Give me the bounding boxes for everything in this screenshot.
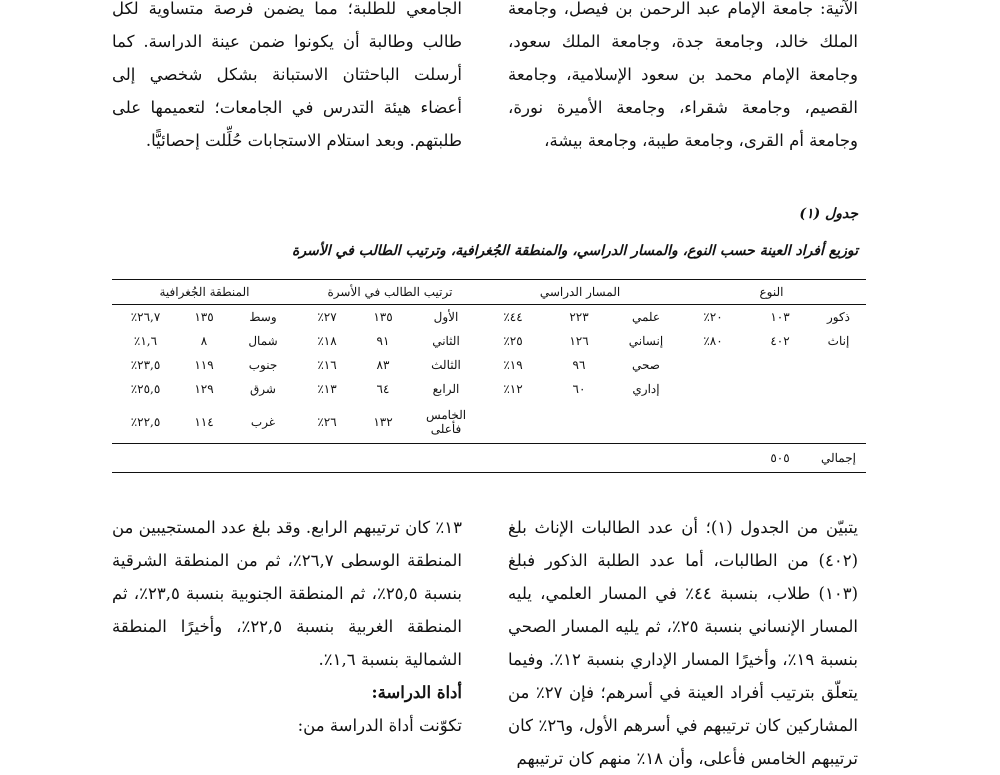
table-cell: ٢٠٪ — [703, 310, 723, 324]
table-cell: ٤٤٪ — [503, 310, 523, 324]
table-row — [112, 329, 866, 353]
table-cell: صحي — [632, 358, 660, 372]
table-row — [112, 401, 866, 444]
table-cell: الخامس فأعلى — [425, 408, 467, 436]
table-cell — [811, 377, 866, 401]
sample-distribution-table — [112, 279, 866, 473]
table-cell — [811, 401, 866, 444]
body-text-top-left — [112, 0, 462, 157]
table-cell: ١٣٪ — [317, 382, 337, 396]
body-text-bottom-left — [112, 511, 462, 742]
table-cell: إناث — [827, 334, 850, 348]
table-cell — [811, 353, 866, 377]
table-cell: إنساني — [628, 334, 664, 348]
table-row — [112, 353, 866, 377]
table-cell: ١٢٩ — [194, 382, 214, 396]
table-cell: ذكور — [826, 310, 851, 324]
table-cell: ١٢٦ — [569, 334, 589, 348]
table-cell: ١٣٢ — [373, 415, 393, 429]
table-row — [112, 305, 866, 330]
paragraph: تكوّنت أداة الدراسة من: — [297, 716, 462, 735]
header-birth-order: ترتيب الطالب في الأسرة — [297, 280, 483, 305]
table-cell — [543, 401, 615, 444]
table-cell: ٦٠ — [572, 382, 586, 396]
table-cell — [615, 401, 677, 444]
table-cell: ٦٤ — [376, 382, 390, 396]
table-cell: ٩١ — [376, 334, 390, 348]
table-cell — [112, 444, 749, 473]
paragraph: الآتية: جامعة الإمام عبد الرحمن بن فيصل، وجامعة الملك خالد، وجامعة جدة، وجامعة الملك سعود، وجامعة الإمام محمد بن سعود الإسلامية، وجامعة القصيم، وجامعة شقراء، وجامعة الأميرة نورة، وجامعة أم القرى، وجامعة طيبة، وجامعة بيشة، — [508, 0, 858, 150]
table-cell: إداري — [632, 382, 660, 396]
table-number: جدول (١) — [799, 206, 858, 222]
table-cell: ٢٢٣ — [569, 310, 589, 324]
table-cell: ٨٠٪ — [703, 334, 723, 348]
table-cell: الأول — [433, 310, 459, 324]
table-cell: ٢٦٪ — [317, 415, 337, 429]
table-cell: ١٣٥ — [194, 310, 214, 324]
table-cell: ٢٥,٥٪ — [130, 382, 161, 396]
table-cell: شمال — [248, 334, 278, 348]
total-value: ٥٠٥ — [749, 444, 811, 473]
table-cell: غرب — [250, 415, 276, 429]
table-row — [112, 377, 866, 401]
table-cell: شرق — [250, 382, 276, 396]
paragraph: يتبيّن من الجدول (١)؛ أن عدد الطالبات الإناث بلغ (٤٠٢) من الطالبات، أما عدد الطلبة الذكور فبلغ (١٠٣) طلاب، بنسبة ٤٤٪ في المسار العلمي، يليه المسار الإنساني بنسبة ٢٥٪، ثم يليه المسار الصحي بنسبة ١٩٪، وأخيرًا المسار الإداري بنسبة ١٢٪. وفيما يتعلّق بترتيب أفراد العينة في أسرهم؛ فإن ٢٧٪ من المشاركين كان ترتيبهم في أسرهم الأول، و٢٦٪ كان ترتيبهم الخامس فأعلى، وأن ١٨٪ منهم كان ترتيبهم — [508, 518, 858, 768]
table-cell — [749, 377, 811, 401]
table-cell: ٨٣ — [376, 358, 390, 372]
body-text-bottom-right — [508, 511, 858, 775]
table-cell: ٢٧٪ — [317, 310, 337, 324]
section-heading: أداة الدراسة: — [371, 683, 462, 702]
header-track: المسار الدراسي — [483, 280, 677, 305]
header-region: المنطقة الجُغرافية — [112, 280, 297, 305]
table-title: توزيع أفراد العينة حسب النوع، والمسار الدراسي، والمنطقة الجُغرافية، وترتيب الطالب في الأسرة — [292, 243, 858, 259]
table-cell: ١٢٪ — [503, 382, 523, 396]
table-cell: الثاني — [432, 334, 460, 348]
table-cell: ٨ — [200, 334, 208, 348]
table-cell: ٢٢,٥٪ — [130, 415, 161, 429]
table-cell: ١٦٪ — [317, 358, 337, 372]
table-cell: ١٠٣ — [770, 310, 790, 324]
paragraph: الجامعي للطلبة؛ مما يضمن فرصة متساوية لكل طالب وطالبة أن يكونوا ضمن عينة الدراسة. كما أرسلت الباحثتان الاستبانة بشكل شخصي إلى أعضاء هيئة التدرس في الجامعات؛ لتعميمها على طلبتهم. وبعد استلام الاستجابات حُلِّلت إحصائيًّا. — [112, 0, 462, 150]
table-cell: ١,٦٪ — [133, 334, 158, 348]
table-cell: ٤٠٢ — [770, 334, 790, 348]
table-cell: ١١٤ — [194, 415, 214, 429]
table-cell — [677, 401, 749, 444]
table-cell: ١٨٪ — [317, 334, 337, 348]
table-cell: ١٩٪ — [503, 358, 523, 372]
table-cell: ٢٦,٧٪ — [130, 310, 161, 324]
table-cell — [677, 353, 749, 377]
table-cell — [749, 353, 811, 377]
table-cell: ١١٩ — [194, 358, 214, 372]
table-cell: الثالث — [431, 358, 461, 372]
table-header-row — [112, 280, 866, 305]
table-cell: ١٣٥ — [373, 310, 393, 324]
table-cell — [483, 401, 543, 444]
table-cell: ٩٦ — [572, 358, 586, 372]
body-text-top-right — [508, 0, 858, 157]
table-cell: وسط — [249, 310, 277, 324]
table-cell — [749, 401, 811, 444]
total-label: إجمالي — [811, 444, 866, 473]
table-total-row — [112, 444, 866, 473]
paragraph: ١٣٪ كان ترتيبهم الرابع. وقد بلغ عدد المستجيبين من المنطقة الوسطى ٢٦,٧٪، ثم من المنطقة الشرقية بنسبة ٢٥,٥٪، ثم المنطقة الجنوبية بنسبة ٢٣,٥٪، ثم المنطقة الغربية بنسبة ٢٢,٥٪، وأخيرًا المنطقة الشمالية بنسبة ١,٦٪. — [112, 518, 462, 669]
table-cell: علمي — [631, 310, 661, 324]
table-cell: ٢٣,٥٪ — [130, 358, 161, 372]
header-gender: النوع — [677, 280, 866, 305]
table-cell: جنوب — [248, 358, 278, 372]
table-cell: الرابع — [432, 382, 460, 396]
table-cell — [677, 377, 749, 401]
table-cell: ٢٥٪ — [503, 334, 523, 348]
